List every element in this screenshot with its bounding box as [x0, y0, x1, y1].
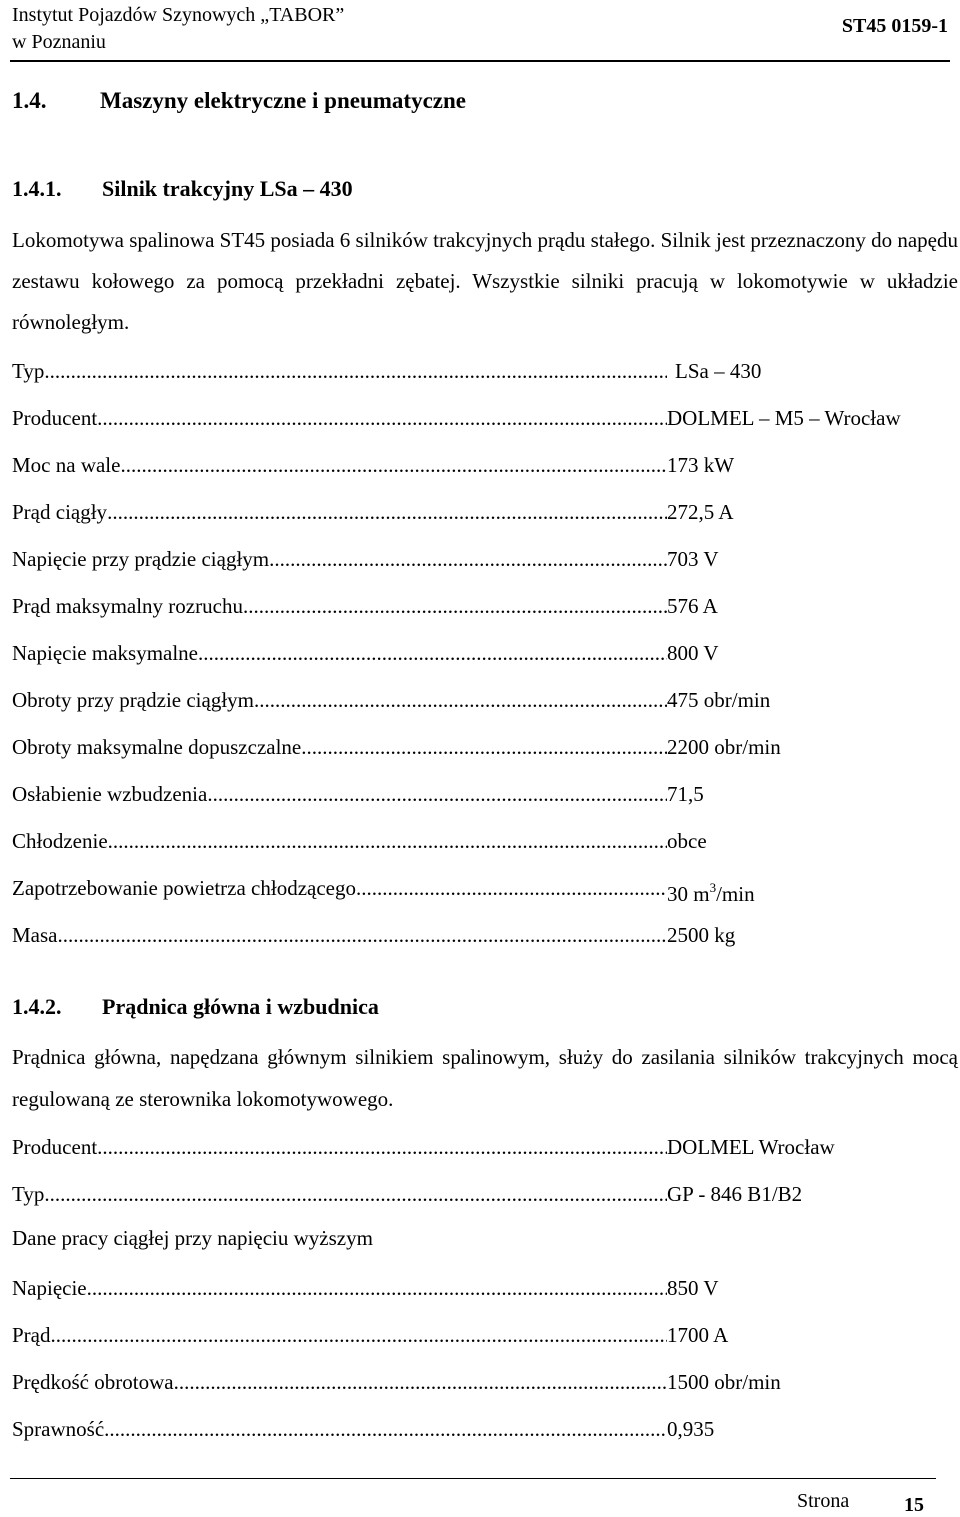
- gen-row-current: Prąd .....: [12, 1320, 667, 1350]
- gen-row-type: Typ .....: [12, 1179, 667, 1209]
- spec-row-field-weakening: Osłabienie wzbudzenia .....: [12, 779, 667, 809]
- spec-row-max-speed: Obroty maksymalne dopuszczalne .....: [12, 732, 667, 762]
- spec-value-voltage-continuous: 703 V: [667, 547, 719, 571]
- gen-value-type: GP - 846 B1/B2: [667, 1182, 803, 1206]
- spec-value-max-starting-current: 576 A: [667, 594, 718, 618]
- spec-value-speed-continuous: 475 obr/min: [667, 688, 771, 712]
- spec-row-max-starting-current: Prąd maksymalny rozruchu .....: [12, 591, 667, 621]
- gen-row-speed: Prędkość obrotowa .....: [12, 1367, 667, 1397]
- subsection1-heading: [12, 176, 353, 202]
- subsection2-heading: [12, 994, 379, 1020]
- gen-value-current: 1700 A: [667, 1323, 729, 1347]
- spec-value-max-speed: 2200 obr/min: [667, 735, 781, 759]
- subsection2-paragraph: Prądnica główna, napędzana głównym silnikiem spalinowym, służy do zasilania silników trakcyjnych mocą regulowaną ze sterownika lokomotywowego.: [12, 1045, 958, 1111]
- spec-value-max-voltage: 800 V: [667, 641, 719, 665]
- gen-value-efficiency: 0,935: [667, 1417, 715, 1441]
- gen-value-producer: DOLMEL Wrocław: [667, 1135, 835, 1159]
- header-doc-code: ST45 0159-1: [841, 15, 948, 37]
- subsection2-title: Prądnica główna i wzbudnica: [102, 994, 379, 1019]
- spec-row-cooling: Chłodzenie .....: [12, 826, 667, 856]
- spec-row-mass: Masa .....: [12, 920, 667, 950]
- header-org-line2: w Poznaniu: [12, 31, 106, 53]
- footer-divider: [10, 1478, 936, 1479]
- subsection1-number: 1.4.1.: [12, 176, 62, 201]
- header-divider: [10, 60, 950, 62]
- footer-page-number: 15: [904, 1494, 924, 1516]
- spec-row-voltage-continuous: Napięcie przy prądzie ciągłym .....: [12, 544, 667, 574]
- gen-row-efficiency: Sprawność .....: [12, 1414, 667, 1444]
- section-title: Maszyny elektryczne i pneumatyczne: [100, 88, 467, 113]
- spec-value-shaft-power: 173 kW: [667, 453, 735, 477]
- spec-value-producer: DOLMEL – M5 – Wrocław: [667, 406, 901, 430]
- spec-row-type: Typ .....: [12, 356, 667, 386]
- gen-row-producer: Producent .....: [12, 1132, 667, 1162]
- spec-value-cooling: obce: [667, 829, 707, 853]
- spec-value-cooling-air: 30 $m^3/\min$: [667, 880, 755, 906]
- gen-subheading: Dane pracy ciągłej przy napięciu wyższym: [12, 1226, 373, 1250]
- spec-row-speed-continuous: Obroty przy prądzie ciągłym .....: [12, 685, 667, 715]
- spec-value-type: LSa – 430: [675, 359, 762, 383]
- subsection2-number: 1.4.2.: [12, 994, 62, 1019]
- footer-page-label: Strona: [797, 1490, 850, 1512]
- gen-value-speed: 1500 obr/min: [667, 1370, 781, 1394]
- gen-value-voltage: 850 V: [667, 1276, 719, 1300]
- subsection1-title: Silnik trakcyjny LSa – 430: [102, 176, 353, 201]
- section-number: 1.4.: [12, 88, 47, 113]
- subsection1-paragraph: Lokomotywa spalinowa ST45 posiada 6 silników trakcyjnych prądu stałego. Silnik jest przeznaczony do napędu zestawu kołowego za pomocą przekładni zębatej. Wszystkie silniki pracują w lokomotywie w układzie równoległym.: [12, 228, 958, 334]
- spec-row-shaft-power: Moc na wale .....: [12, 450, 667, 480]
- spec-row-cooling-air: Zapotrzebowanie powietrza chłodzącego .....: [12, 873, 667, 903]
- spec-row-producer: Producent .....: [12, 403, 667, 433]
- spec-value-field-weakening: 71,5: [667, 782, 704, 806]
- spec-row-max-voltage: Napięcie maksymalne .....: [12, 638, 667, 668]
- gen-row-voltage: Napięcie .....: [12, 1273, 667, 1303]
- spec-value-mass: 2500 kg: [667, 923, 736, 947]
- spec-value-continuous-current: 272,5 A: [667, 500, 734, 524]
- header-org-line1: Instytut Pojazdów Szynowych „TABOR”: [12, 4, 345, 26]
- section-heading: [12, 88, 466, 114]
- spec-row-continuous-current: Prąd ciągły .....: [12, 497, 667, 527]
- header-organization: [12, 2, 344, 56]
